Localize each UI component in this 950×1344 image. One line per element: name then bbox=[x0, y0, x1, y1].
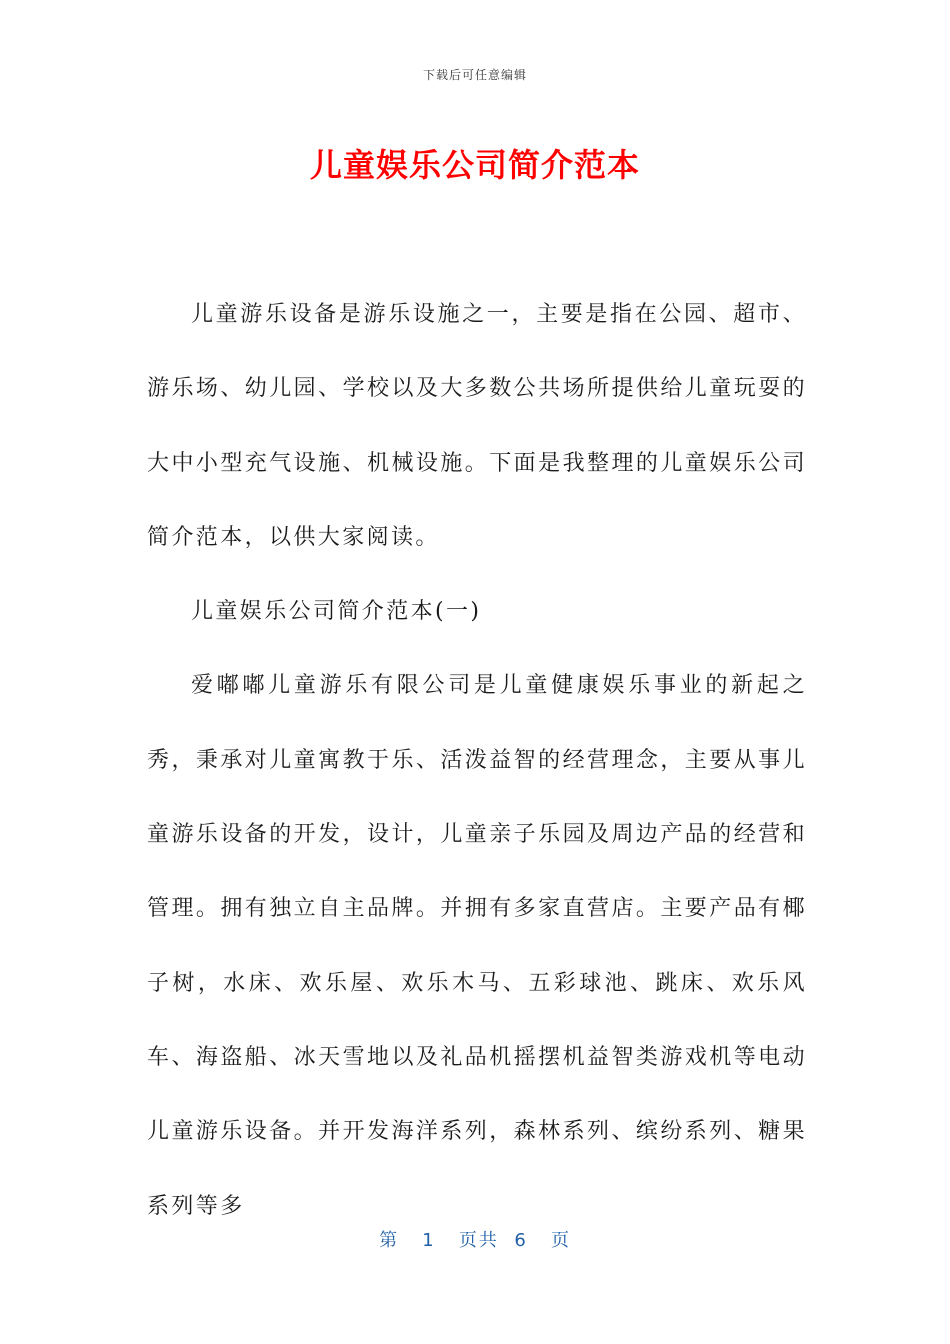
page-middle-text: 页共 bbox=[458, 1230, 499, 1251]
intro-paragraph: 儿童游乐设备是游乐设施之一，主要是指在公园、超市、游乐场、幼儿园、学校以及大多数公共场所提供给儿童玩耍的大中小型充气设施、机械设施。下面是我整理的儿童娱乐公司简介范本，以供大家阅读。 bbox=[147, 302, 807, 550]
body-paragraph: 爱嘟嘟儿童游乐有限公司是儿童健康娱乐事业的新起之秀，秉承对儿童寓教于乐、活泼益智的经营理念，主要从事儿童游乐设备的开发，设计，儿童亲子乐园及周边产品的经营和管理。拥有独立自主品牌。并拥有多家直营店。主要产品有椰子树，水床、欢乐屋、欢乐木马、五彩球池、跳床、欢乐风车、海盗船、冰天雪地以及礼品机摇摆机益智类游戏机等电动儿童游乐设备。并开发海洋系列，森林系列、缤纷系列、糖果系列等多 bbox=[147, 673, 807, 1219]
total-pages-number: 6 bbox=[514, 1230, 528, 1251]
document-title: 儿童娱乐公司简介范本 bbox=[309, 146, 640, 184]
page-suffix: 页 bbox=[550, 1230, 571, 1251]
document-body bbox=[147, 278, 807, 1244]
header-note: 下载后可任意编辑 bbox=[422, 68, 527, 82]
page-prefix: 第 bbox=[379, 1230, 400, 1251]
current-page-number: 1 bbox=[422, 1230, 436, 1251]
section-heading: 儿童娱乐公司简介范本(一) bbox=[191, 599, 482, 625]
page-footer bbox=[0, 1226, 950, 1252]
